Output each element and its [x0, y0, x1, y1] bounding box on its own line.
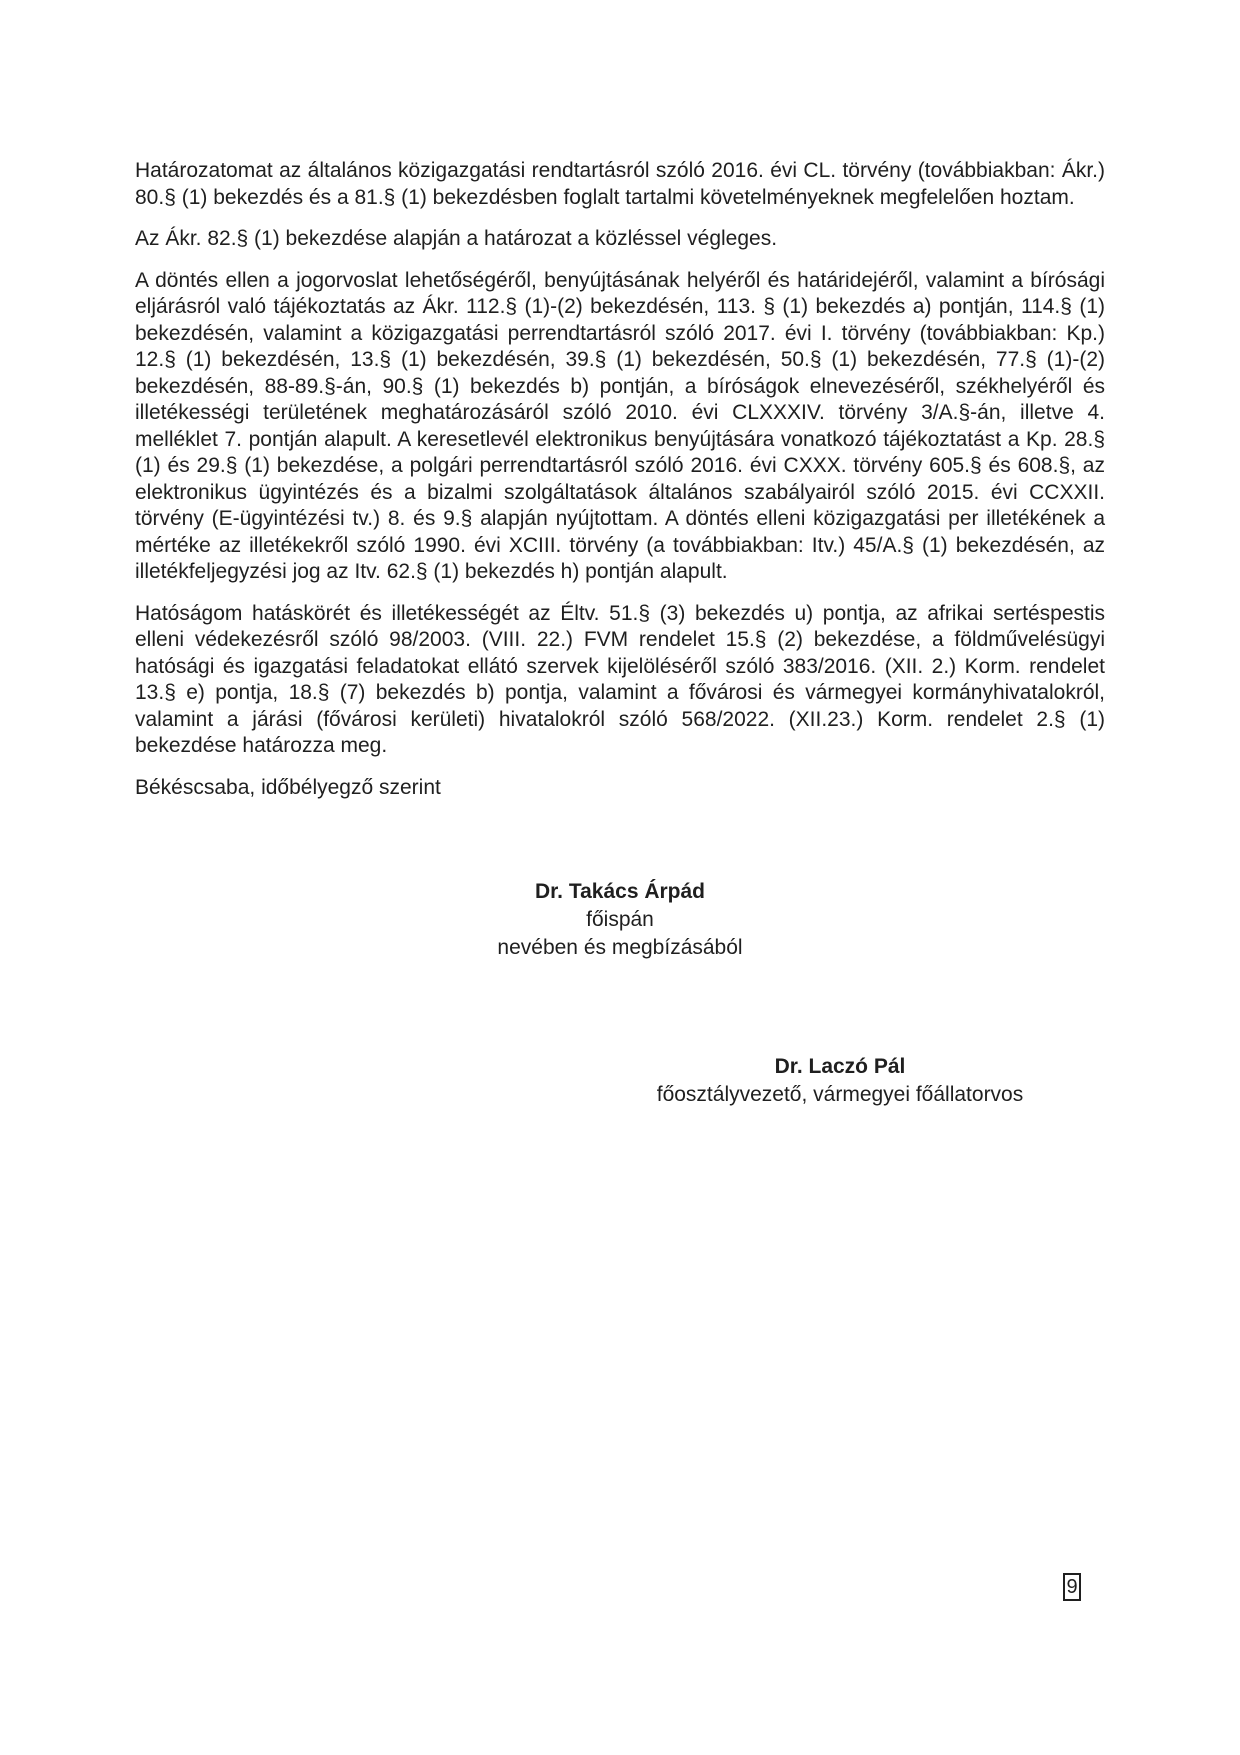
document-body — [135, 158, 1105, 816]
paragraph-jurisdiction: Hatóságom hatáskörét és illetékességét az Éltv. 51.§ (3) bekezdés u) pontja, az afrikai sertéspestis elleni védekezésről szóló 98/2003. (VIII. 22.) FVM rendelet 15.§ (2) bekezdése, a földművelésügyi hatósági és igazgatási feladatokat ellátó szervek kijelöléséről szóló 383/2016. (XII. 2.) Korm. rendelet 13.§ e) pontja, 18.§ (7) bekezdés b) pontja, valamint a fővárosi és vármegyei kormányhivatalokról, valamint a járási (fővárosi kerületi) hivatalokról szóló 568/2022. (XII.23.) Korm. rendelet 2.§ (1) bekezdése határozza meg. — [135, 601, 1105, 757]
paragraph-finality: Az Ákr. 82.§ (1) bekezdése alapján a határozat a közléssel végleges. — [135, 227, 778, 250]
signature-block-secondary — [560, 1053, 1120, 1109]
countersigner-title: főosztályvezető, vármegyei főállatorvos — [656, 1083, 1024, 1106]
countersigner-name: Dr. Laczó Pál — [774, 1055, 906, 1078]
page-number: 9 — [1063, 1573, 1081, 1601]
signatory-title: főispán — [586, 908, 654, 931]
dateline: Békéscsaba, időbélyegző szerint — [135, 775, 441, 799]
paragraph-remedies: A döntés ellen a jogorvoslat lehetőségéről, benyújtásának helyéről és határidejéről, valamint a bírósági eljárásról való tájékoztatás az Ákr. 112.§ (1)-(2) bekezdésén, 113. § (1) bekezdés a) pontján, 114.§ (1) bekezdésén, valamint a közigazgatási perrendtartásról szóló 2017. évi I. törvény (továbbiakban: Kp.) 12.§ (1) bekezdésén, 13.§ (1) bekezdésén, 39.§ (1) bekezdésén, 50.§ (1) bekezdésén, 77.§ (1)-(2) bekezdésén, 88-89.§-án, 90.§ (1) bekezdés b) pontján, a bíróságok elnevezéséről, székhelyéről és illetékességi területének meghatározásáról szóló 2010. évi CLXXXIV. törvény 3/A.§-án, illetve 4. melléklet 7. pontján alapult. A keresetlevél elektronikus benyújtására vonatkozó tájékoztatást a Kp. 28.§ (1) és 29.§ (1) bekezdése, a polgári perrendtartásról szóló 2016. évi CXXX. törvény 605.§ és 608.§, az elektronikus ügyintézés és a bizalmi szolgáltatások általános szabályairól szóló 2015. évi CCXXII. törvény (E-ügyintézési tv.) 8. és 9.§ alapján nyújtottam. A döntés elleni közigazgatási per illetékének a mértéke az illetékekről szóló 1990. évi XCIII. törvény (a továbbiakban: Itv.) 45/A.§ (1) bekezdésén, az illetékfeljegyzési jog az Itv. 62.§ (1) bekezdés h) pontján alapult. — [135, 268, 1105, 583]
paragraph-legal-basis: Határozatomat az általános közigazgatási rendtartásról szóló 2016. évi CL. törvény (továbbiakban: Ákr.) 80.§ (1) bekezdés és a 81.§ (1) bekezdésben foglalt tartalmi követelményeknek megfelelően hoztam. — [135, 159, 1105, 209]
signatory-name: Dr. Takács Árpád — [534, 880, 706, 903]
signatory-note: nevében és megbízásából — [497, 936, 743, 959]
signature-block-primary — [135, 878, 1105, 962]
